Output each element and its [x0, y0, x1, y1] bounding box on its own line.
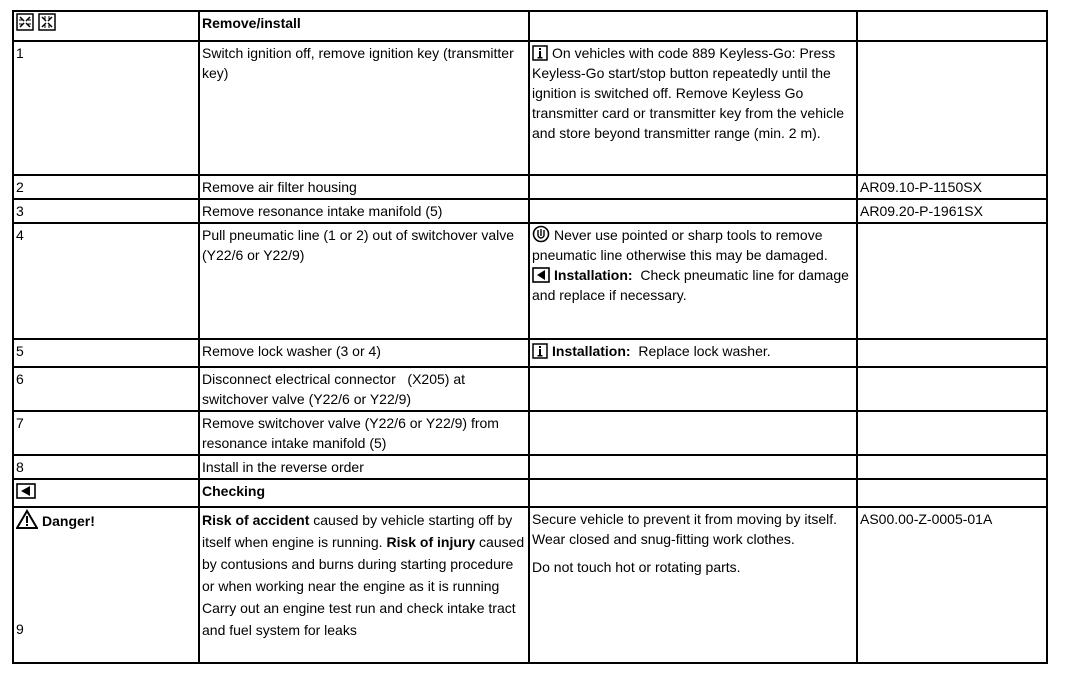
tool-grid-icon [16, 13, 34, 31]
installation-icon [532, 267, 550, 283]
step-number: 3 [13, 199, 199, 223]
step-note [529, 199, 857, 223]
step-note [529, 339, 857, 367]
step-number: 5 [13, 339, 199, 367]
step-number: 4 [13, 223, 199, 339]
note-text: Check pneumatic line for damage and replace if necessary. [532, 267, 849, 303]
warning-triangle-icon [16, 509, 38, 529]
table-row [13, 339, 1047, 367]
reference [857, 411, 1047, 455]
measure-text: Secure vehicle to prevent it from moving by itself. [532, 511, 838, 527]
tool-grid-icon [38, 13, 56, 31]
header-row [13, 11, 1047, 41]
step-number: 7 [13, 411, 199, 455]
table-row [13, 367, 1047, 411]
safety-measures [529, 507, 857, 663]
step-note [529, 411, 857, 455]
step-text: Install in the reverse order [199, 455, 529, 479]
step-number: 9 [16, 621, 24, 637]
risk-accident-text: caused by vehicle starting off by itself when engine is running. [202, 512, 517, 550]
reference [857, 367, 1047, 411]
header-icon-cell [13, 11, 199, 41]
measure-text: Wear closed and snug-fitting work clothes. [532, 531, 795, 547]
checking-icon-cell [13, 479, 199, 507]
step-text: Remove switchover valve (Y22/6 or Y22/9) from resonance intake manifold (5) [199, 411, 529, 455]
table-row [13, 41, 1047, 175]
reference [857, 339, 1047, 367]
danger-row [13, 507, 1047, 663]
step-text: Remove resonance intake manifold (5) [199, 199, 529, 223]
step-note [529, 455, 857, 479]
caution-icon [532, 225, 550, 243]
table-row [13, 199, 1047, 223]
table-row [13, 411, 1047, 455]
step-note [529, 175, 857, 199]
step-text: Carry out an engine test run and check intake tract and fuel system for leaks [202, 600, 516, 638]
risk-injury-text: caused by contusions and burns during starting procedure or when working near the engine as it is running [202, 534, 525, 594]
step-number: 1 [13, 41, 199, 175]
step-note [529, 367, 857, 411]
note-text: On vehicles with code 889 Keyless-Go: Press Keyless-Go start/stop button repeatedly until the ignition is switched off. Remove Keyless Go transmitter card or transmitter key from the vehicle and store beyond transmitter range (min. 2 m). [532, 45, 844, 141]
installation-label: Installation: [552, 343, 631, 359]
step-text: Pull pneumatic line (1 or 2) out of switchover valve (Y22/6 or Y22/9) [199, 223, 529, 339]
step-number: 6 [13, 367, 199, 411]
step-note [529, 41, 857, 175]
measure-text: Do not touch hot or rotating parts. [532, 559, 741, 575]
reference-link[interactable]: AS00.00-Z-0005-01A [857, 507, 1047, 663]
reference [857, 223, 1047, 339]
table-row [13, 175, 1047, 199]
checking-icon [16, 483, 36, 499]
danger-label: Danger! [42, 513, 95, 529]
section-title: Checking [199, 479, 529, 507]
installation-label: Installation: [554, 267, 633, 283]
risk-accident-label: Risk of accident [202, 512, 310, 528]
note-text: Replace lock washer. [638, 343, 771, 359]
info-icon [532, 343, 548, 359]
reference [857, 41, 1047, 175]
reference [857, 455, 1047, 479]
step-number: 2 [13, 175, 199, 199]
step-text: Remove air filter housing [199, 175, 529, 199]
note-text: Never use pointed or sharp tools to remove pneumatic line otherwise this may be damaged. [532, 227, 828, 263]
reference-link[interactable]: AR09.20-P-1961SX [857, 199, 1047, 223]
procedure-table [12, 10, 1048, 664]
danger-text [199, 507, 529, 663]
step-text: Disconnect electrical connector (X205) at switchover valve (Y22/6 or Y22/9) [199, 367, 529, 411]
checking-row [13, 479, 1047, 507]
info-icon [532, 45, 548, 61]
reference-link[interactable]: AR09.10-P-1150SX [857, 175, 1047, 199]
danger-cell [13, 507, 199, 663]
table-row [13, 455, 1047, 479]
risk-injury-label: Risk of injury [386, 534, 476, 550]
step-text: Remove lock washer (3 or 4) [199, 339, 529, 367]
section-title: Remove/install [199, 11, 529, 41]
risk-statement [202, 509, 526, 597]
step-number: 8 [13, 455, 199, 479]
table-row [13, 223, 1047, 339]
step-note [529, 223, 857, 339]
step-text: Switch ignition off, remove ignition key (transmitter key) [199, 41, 529, 175]
